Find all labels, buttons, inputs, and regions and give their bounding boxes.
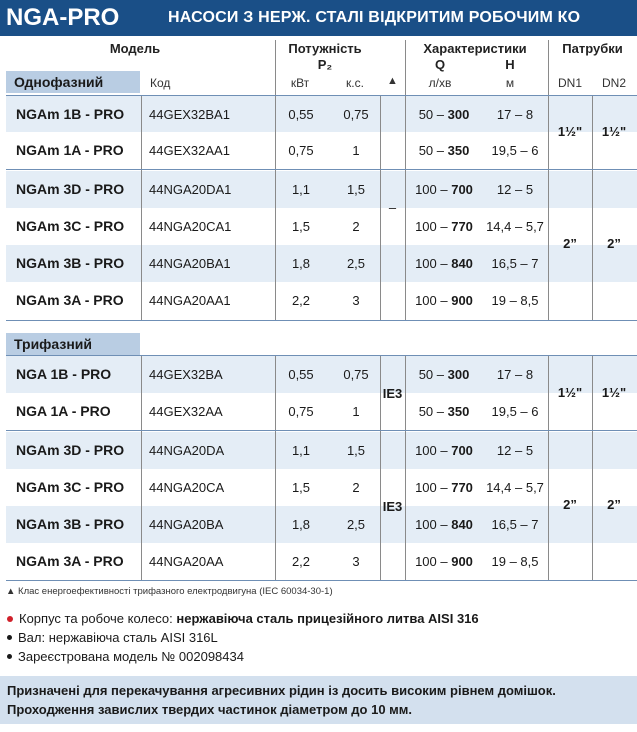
- table-row: [6, 208, 637, 245]
- hp-cell: 1: [352, 404, 360, 419]
- unit-dn2: DN2: [601, 76, 626, 90]
- code-cell: 44NGA20BA: [149, 517, 224, 532]
- table-row: [6, 171, 637, 208]
- kw-cell: 1,5: [291, 480, 311, 495]
- hp-cell: 1: [352, 143, 360, 158]
- energy-class-ie3: IE3: [382, 386, 403, 401]
- header-rule: [6, 355, 637, 356]
- dn1-port-large: 2”: [563, 236, 577, 251]
- column-divider: [141, 96, 142, 320]
- table-row: [6, 132, 637, 168]
- table-row: [6, 393, 637, 430]
- hp-cell: 0,75: [343, 107, 369, 122]
- block-rule: [6, 580, 637, 581]
- header-rule: [6, 95, 637, 96]
- table-row: [6, 356, 637, 393]
- model-cell: NGAm 3D - PRO: [16, 181, 125, 197]
- group-label-single: Однофазний: [6, 71, 140, 93]
- col-chars-header: Характеристики: [423, 41, 527, 56]
- h-cell: 17 – 8: [496, 367, 534, 382]
- code-cell: 44GEX32BA1: [149, 107, 230, 122]
- column-divider: [592, 96, 593, 320]
- model-cell: NGAm 1A - PRO: [16, 142, 124, 158]
- kw-cell: 0,75: [288, 404, 314, 419]
- dn1-port-small: 1½": [557, 385, 583, 400]
- column-divider: [275, 40, 276, 320]
- product-subtitle: НАСОСИ З НЕРЖ. СТАЛІ ВІДКРИТИМ РОБОЧИМ КО: [168, 9, 581, 26]
- model-cell: NGAm 3A - PRO: [16, 553, 124, 569]
- purpose-line-2: Проходження завислих твердих частинок діаметром до 10 мм.: [7, 702, 413, 717]
- kw-cell: 1,1: [291, 443, 311, 458]
- kw-cell: 1,1: [291, 182, 311, 197]
- column-divider: [548, 356, 549, 580]
- bullet-dot: [7, 654, 12, 659]
- dn1-port-large: 2”: [563, 497, 577, 512]
- q-cell: 100 – 770: [415, 219, 473, 234]
- bullet-dot: [7, 635, 12, 640]
- unit-hp: к.с.: [346, 76, 364, 90]
- column-divider: [548, 40, 549, 320]
- col-q-header: Q: [434, 57, 446, 72]
- hp-cell: 3: [352, 554, 360, 569]
- column-divider: [592, 356, 593, 580]
- unit-lmin: л/хв: [428, 76, 452, 90]
- column-divider: [405, 40, 406, 320]
- block-rule: [6, 320, 637, 321]
- h-cell: 19 – 8,5: [491, 554, 539, 569]
- q-cell: 100 – 700: [415, 182, 473, 197]
- energy-class-dash: –: [388, 200, 397, 215]
- energy-class-footnote: ▲ Клас енергоефективності трифазного електродвигуна (IEC 60034-30-1): [6, 586, 333, 597]
- code-cell: 44NGA20BA1: [149, 256, 231, 271]
- model-cell: NGA 1A - PRO: [16, 403, 111, 419]
- product-name: NGA-PRO: [6, 4, 120, 31]
- h-cell: 12 – 5: [496, 182, 534, 197]
- h-cell: 14,4 – 5,7: [486, 219, 544, 234]
- purpose-panel: [0, 676, 637, 724]
- h-cell: 16,5 – 7: [491, 517, 539, 532]
- kw-cell: 1,5: [291, 219, 311, 234]
- bullet-registered: Зареєстрована модель № 002098434: [7, 649, 244, 664]
- energy-class-ie3: IE3: [382, 499, 403, 514]
- block-rule: [6, 430, 637, 431]
- dn2-port-small: 1½": [601, 124, 627, 139]
- hp-cell: 1,5: [346, 443, 366, 458]
- purpose-line-1: Призначені для перекачування агресивних рідин із досить високим рівнем домішок.: [7, 683, 556, 698]
- code-cell: 44NGA20DA1: [149, 182, 232, 197]
- h-cell: 19 – 8,5: [491, 293, 539, 308]
- q-cell: 100 – 700: [415, 443, 473, 458]
- kw-cell: 0,55: [288, 107, 314, 122]
- code-cell: 44GEX32AA: [149, 404, 223, 419]
- code-cell: 44GEX32BA: [149, 367, 223, 382]
- q-cell: 50 – 350: [418, 143, 470, 158]
- energy-class-marker: ▲: [387, 75, 398, 87]
- bullet-material: Корпус та робоче колесо: нержавіюча сталь прицезійного литва AISI 316: [7, 611, 479, 626]
- kw-cell: 0,55: [288, 367, 314, 382]
- model-cell: NGAm 3C - PRO: [16, 479, 125, 495]
- col-model-header: Модель: [109, 41, 161, 56]
- q-cell: 50 – 300: [418, 107, 470, 122]
- h-cell: 14,4 – 5,7: [486, 480, 544, 495]
- kw-cell: 1,8: [291, 256, 311, 271]
- q-cell: 100 – 840: [415, 256, 473, 271]
- column-divider: [141, 356, 142, 580]
- dn1-port-small: 1½": [557, 124, 583, 139]
- model-cell: NGAm 3D - PRO: [16, 442, 125, 458]
- table-row: [6, 245, 637, 282]
- kw-cell: 1,8: [291, 517, 311, 532]
- h-cell: 12 – 5: [496, 443, 534, 458]
- title-banner: [0, 0, 637, 36]
- code-cell: 44NGA20AA1: [149, 293, 231, 308]
- dn2-port-large: 2”: [607, 497, 621, 512]
- q-cell: 100 – 900: [415, 293, 473, 308]
- hp-cell: 1,5: [346, 182, 366, 197]
- col-power-header: Потужність: [288, 41, 362, 56]
- code-cell: 44NGA20CA1: [149, 219, 232, 234]
- model-cell: NGAm 3B - PRO: [16, 516, 125, 532]
- unit-m: м: [505, 76, 515, 90]
- unit-dn1: DN1: [557, 76, 582, 90]
- table-row: [6, 282, 637, 319]
- hp-cell: 0,75: [343, 367, 369, 382]
- model-cell: NGAm 3A - PRO: [16, 292, 124, 308]
- q-cell: 100 – 840: [415, 517, 473, 532]
- hp-cell: 3: [352, 293, 360, 308]
- code-cell: 44NGA20CA: [149, 480, 225, 495]
- kw-cell: 2,2: [291, 554, 311, 569]
- model-cell: NGAm 3C - PRO: [16, 218, 125, 234]
- hp-cell: 2,5: [346, 517, 366, 532]
- column-divider: [380, 96, 381, 320]
- code-cell: 44NGA20DA: [149, 443, 225, 458]
- hp-cell: 2,5: [346, 256, 366, 271]
- bullet-shaft: Вал: нержавіюча сталь AISI 316L: [7, 630, 218, 645]
- column-divider: [405, 356, 406, 580]
- h-cell: 17 – 8: [496, 107, 534, 122]
- q-cell: 100 – 900: [415, 554, 473, 569]
- col-ports-header: Патрубки: [562, 41, 623, 56]
- hp-cell: 2: [352, 219, 360, 234]
- dn2-port-small: 1½": [601, 385, 627, 400]
- col-code-header: Код: [150, 76, 171, 90]
- kw-cell: 0,75: [288, 143, 314, 158]
- column-divider: [380, 356, 381, 580]
- h-cell: 19,5 – 6: [491, 143, 539, 158]
- block-rule: [6, 169, 637, 170]
- code-cell: 44NGA20AA: [149, 554, 224, 569]
- column-divider: [275, 356, 276, 580]
- col-power-sub: P₂: [317, 57, 333, 72]
- h-cell: 19,5 – 6: [491, 404, 539, 419]
- dn2-port-large: 2”: [607, 236, 621, 251]
- h-cell: 16,5 – 7: [491, 256, 539, 271]
- q-cell: 50 – 300: [418, 367, 470, 382]
- model-cell: NGAm 3B - PRO: [16, 255, 125, 271]
- table-row: [6, 432, 637, 469]
- bullet-dot: [7, 616, 13, 622]
- model-cell: NGAm 1B - PRO: [16, 106, 125, 122]
- q-cell: 50 – 350: [418, 404, 470, 419]
- hp-cell: 2: [352, 480, 360, 495]
- kw-cell: 2,2: [291, 293, 311, 308]
- table-row: [6, 543, 637, 580]
- table-row: [6, 506, 637, 543]
- col-h-header: H: [505, 57, 515, 72]
- table-row: [6, 96, 637, 132]
- model-cell: NGA 1B - PRO: [16, 366, 112, 382]
- code-cell: 44GEX32AA1: [149, 143, 230, 158]
- group-label-three: Трифазний: [6, 333, 140, 355]
- q-cell: 100 – 770: [415, 480, 473, 495]
- table-row: [6, 469, 637, 506]
- unit-kw: кВт: [290, 76, 310, 90]
